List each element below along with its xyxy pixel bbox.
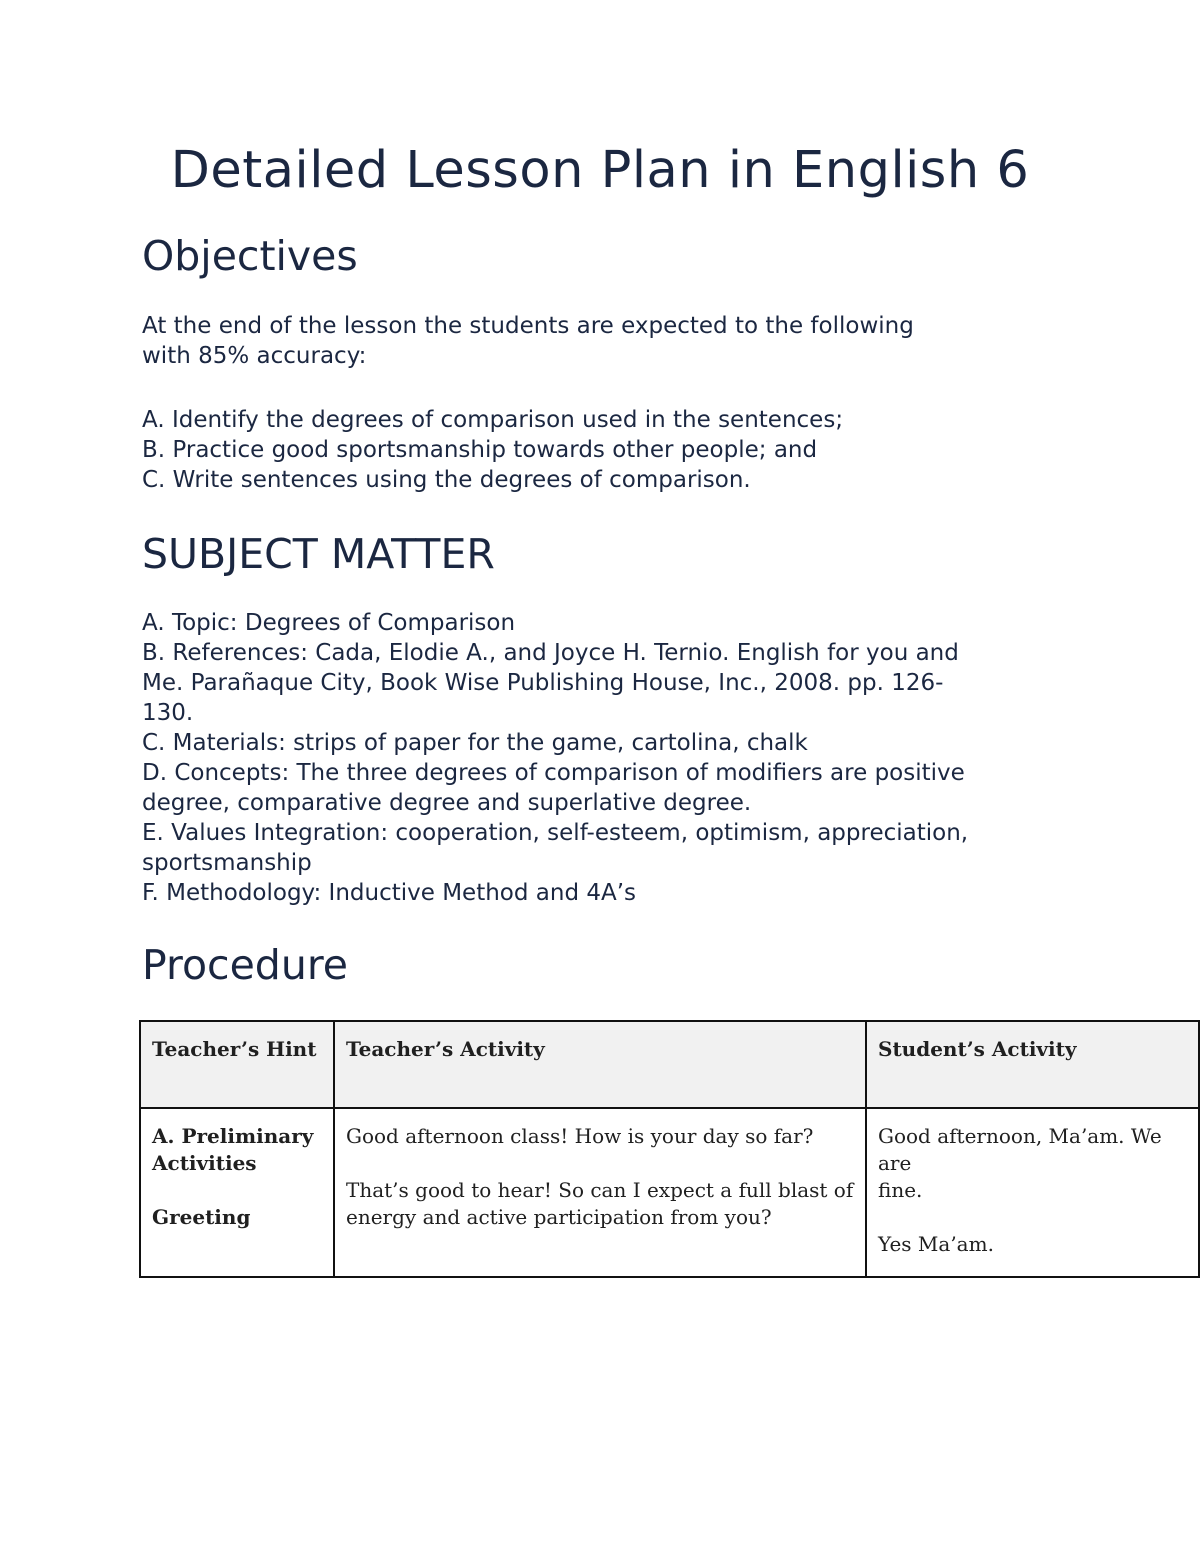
cell-teachers-activity — [334, 1108, 866, 1277]
column-header-teachers-hint: Teacher’s Hint — [140, 1021, 334, 1108]
subject-matter-line: A. Topic: Degrees of Comparison — [142, 610, 516, 636]
subject-matter-line: degree, comparative degree and superlative degree. — [142, 790, 752, 816]
procedure-table — [139, 1020, 1200, 1278]
spacer — [152, 1177, 323, 1204]
table-row — [140, 1108, 1199, 1277]
column-header-students-activity: Student’s Activity — [866, 1021, 1199, 1108]
subject-matter-line: B. References: Cada, Elodie A., and Joyce H. Ternio. English for you and — [142, 640, 959, 666]
objectives-intro-line: At the end of the lesson the students are expected to the following — [142, 313, 914, 339]
teacher-paragraph-2-line: energy and active participation from you? — [346, 1205, 772, 1229]
document-title: Detailed Lesson Plan in English 6 — [170, 141, 1030, 200]
table-header-row — [140, 1021, 1199, 1108]
subject-matter-list — [142, 608, 1072, 908]
student-paragraph-2: Yes Ma’am. — [878, 1232, 994, 1256]
subject-matter-line: Me. Parañaque City, Book Wise Publishing House, Inc., 2008. pp. 126- — [142, 670, 944, 696]
objective-item: B. Practice good sportsmanship towards other people; and — [142, 437, 818, 463]
subject-matter-line: 130. — [142, 700, 194, 726]
student-paragraph-1-line: fine. — [878, 1178, 923, 1202]
student-paragraph-1-line: Good afternoon, Ma’am. We are — [878, 1124, 1162, 1175]
subject-matter-heading: SUBJECT MATTER — [142, 530, 495, 578]
cell-teachers-hint — [140, 1108, 334, 1277]
objectives-heading: Objectives — [142, 232, 358, 280]
hint-line: Activities — [152, 1151, 257, 1175]
subject-matter-line: D. Concepts: The three degrees of comparison of modifiers are positive — [142, 760, 965, 786]
teacher-paragraph-1: Good afternoon class! How is your day so far? — [346, 1124, 814, 1148]
objectives-intro — [142, 311, 1072, 371]
hint-line: A. Preliminary — [152, 1124, 314, 1148]
teacher-paragraph-2-line: That’s good to hear! So can I expect a full blast of — [346, 1178, 854, 1202]
objectives-list — [142, 405, 1072, 495]
subject-matter-line: sportsmanship — [142, 850, 312, 876]
objective-item: A. Identify the degrees of comparison used in the sentences; — [142, 407, 844, 433]
column-header-teachers-activity: Teacher’s Activity — [334, 1021, 866, 1108]
objective-item: C. Write sentences using the degrees of comparison. — [142, 467, 751, 493]
spacer — [878, 1204, 1188, 1231]
objectives-intro-line: with 85% accuracy: — [142, 343, 367, 369]
hint-subsection: Greeting — [152, 1205, 251, 1229]
subject-matter-line: E. Values Integration: cooperation, self-esteem, optimism, appreciation, — [142, 820, 969, 846]
subject-matter-line: F. Methodology: Inductive Method and 4A’s — [142, 880, 637, 906]
procedure-heading: Procedure — [142, 941, 349, 989]
cell-students-activity — [866, 1108, 1199, 1277]
spacer — [346, 1150, 855, 1177]
subject-matter-line: C. Materials: strips of paper for the game, cartolina, chalk — [142, 730, 808, 756]
